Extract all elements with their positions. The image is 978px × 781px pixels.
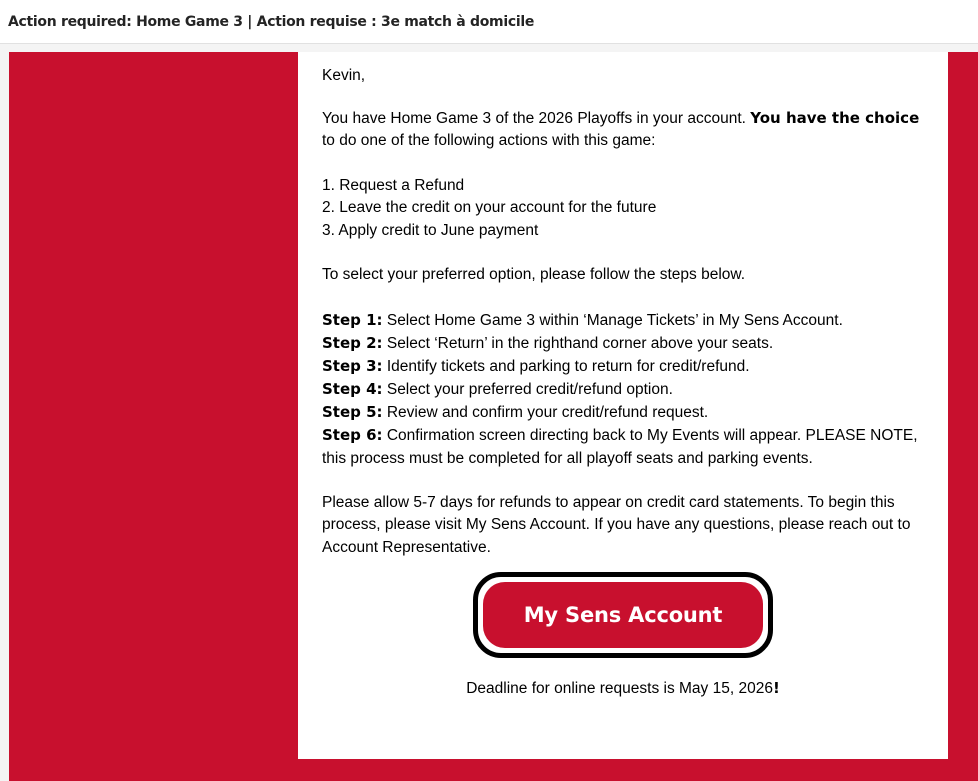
intro-rest-text: to do one of the following actions with this game: — [322, 132, 656, 149]
option-item: 2. Leave the credit on your account for the future — [322, 199, 657, 216]
email-subject-header — [0, 0, 978, 44]
greeting: Kevin, — [322, 67, 366, 84]
step-item — [322, 355, 924, 378]
option-item: 1. Request a Refund — [322, 176, 465, 194]
deadline-text: Deadline for online requests is May 15, 2026 — [466, 680, 773, 697]
step-item — [322, 332, 924, 355]
step-label: Step 6: — [322, 425, 383, 444]
step-item — [322, 309, 924, 332]
step-label: Step 3: — [322, 356, 383, 375]
intro-paragraph — [322, 107, 924, 153]
steps-list — [322, 309, 924, 470]
step-label: Step 5: — [322, 402, 383, 421]
step-item — [322, 424, 924, 470]
deadline-notice — [298, 677, 948, 701]
option-item: 3. Apply credit to June payment — [322, 221, 539, 239]
intro-text: You have Home Game 3 of the 2026 Playoffs in your account. — [322, 109, 751, 127]
deadline-exclamation: ! — [772, 679, 780, 697]
step-text: Review and confirm your credit/refund request. — [382, 403, 709, 421]
options-list — [322, 175, 924, 243]
step-item — [322, 378, 924, 401]
step-label: Step 4: — [322, 379, 383, 398]
step-text: Confirmation screen directing back to My Events will appear. PLEASE NOTE, this process must be completed for all playoff seats and parking events. — [322, 426, 918, 467]
select-instruction: To select your preferred option, please follow the steps below. — [322, 266, 746, 283]
intro-bold-text: You have the choice — [750, 108, 920, 127]
step-text: Select Home Game 3 within ‘Manage Tickets’ in My Sens Account. — [382, 311, 843, 329]
step-text: Select ‘Return’ in the righthand corner above your seats. — [382, 334, 774, 352]
step-text: Select your preferred credit/refund option. — [382, 380, 673, 398]
step-text: Identify tickets and parking to return for credit/refund. — [382, 357, 750, 375]
step-label: Step 2: — [322, 333, 383, 352]
step-item — [322, 401, 924, 424]
my-sens-account-button[interactable] — [473, 572, 773, 658]
email-content-card — [298, 52, 948, 759]
my-sens-account-button-label[interactable]: My Sens Account — [483, 582, 763, 648]
step-label: Step 1: — [322, 310, 383, 329]
email-subject: Action required: Home Game 3 | Action requise : 3e match à domicile — [8, 13, 535, 30]
closing-paragraph: Please allow 5-7 days for refunds to appear on credit card statements. To begin this process, please visit My Sens Account. If you have any questions, please reach out to Account Representative. — [322, 493, 911, 556]
